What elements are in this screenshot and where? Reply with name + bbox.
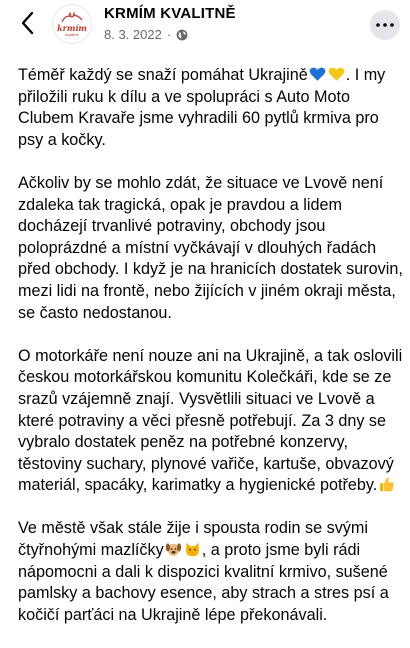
globe-icon (176, 29, 188, 41)
thumbs-up-icon (378, 476, 395, 492)
page-avatar[interactable] (52, 4, 92, 44)
logo-cat-icon (60, 11, 84, 23)
post-paragraph-3 (18, 346, 404, 497)
post-paragraph-4-text: Ve městě však stále žije i spousta rodin se svými čtyřnohými mazlíčky (18, 519, 368, 560)
cat-face-icon (184, 541, 201, 557)
meta-separator: · (166, 27, 172, 42)
post-paragraph-4 (18, 518, 404, 626)
post-meta (104, 27, 188, 42)
post-paragraph-1 (18, 65, 404, 151)
post-body (18, 65, 404, 648)
avatar-logo-subtext: kvalitně (65, 32, 79, 37)
yellow-heart-icon (328, 66, 345, 82)
dog-face-icon (165, 541, 182, 557)
post-header (0, 0, 410, 54)
post-paragraph-1-text: Téměř každý se snaží pomáhat Ukrajině (18, 66, 308, 84)
back-button[interactable] (14, 8, 40, 38)
post-paragraph-1-text-cont: . I my přiložili ruku k dílu a ve spolupráci s Auto Moto Clubem Kravaře jsme vyhradili 60 pytlů krmiva pro psy a kočky. (18, 66, 386, 149)
more-options-button[interactable] (370, 10, 400, 40)
page-name-link[interactable]: KRMÍM KVALITNĚ (104, 5, 236, 22)
post-paragraph-2: Ačkoliv by se mohlo zdát, že situace ve Lvově není zdaleka tak tragická, opak je pravdou a lidem docházejí trvanlivé potraviny, obchody jsou poloprázdné a místní vyčkávají v dlouhých řadách před obchody. I když je na hranicích dostatek surovin, mezi lidi na frontě, nebo žijících v jiném okraji města, se často nedostanou. (18, 173, 403, 322)
post-paragraph-4-text-cont: , a proto jsme byli rádi nápomocni a dali k dispozici kvalitní krmivo, sušené pamlsky a bachovy esence, aby strach a stres psí a kočičí parťáci na Ukrajině lépe překonávali. (18, 541, 389, 624)
blue-heart-icon (309, 66, 326, 82)
avatar-logo-text: krmím (57, 23, 87, 33)
post-date[interactable]: 8. 3. 2022 (104, 27, 162, 42)
more-options-icon (376, 23, 394, 27)
post-paragraph-3-text: O motorkáře není nouze ani na Ukrajině, a tak oslovili českou motorkářskou komunitu Kolečkáři, kde se ze srazů vzájemně znají. Vysvětlili situaci ve Lvově a které potraviny a věci přesně potřebují. Za 3 dny se vybralo dostatek peněz na potřebné konzervy, těstoviny suchary, plynové vařiče, kartuše, obvazový materiál, spacáky, karimatky a hygienické potřeby. (18, 346, 403, 495)
back-chevron-icon (20, 11, 34, 35)
